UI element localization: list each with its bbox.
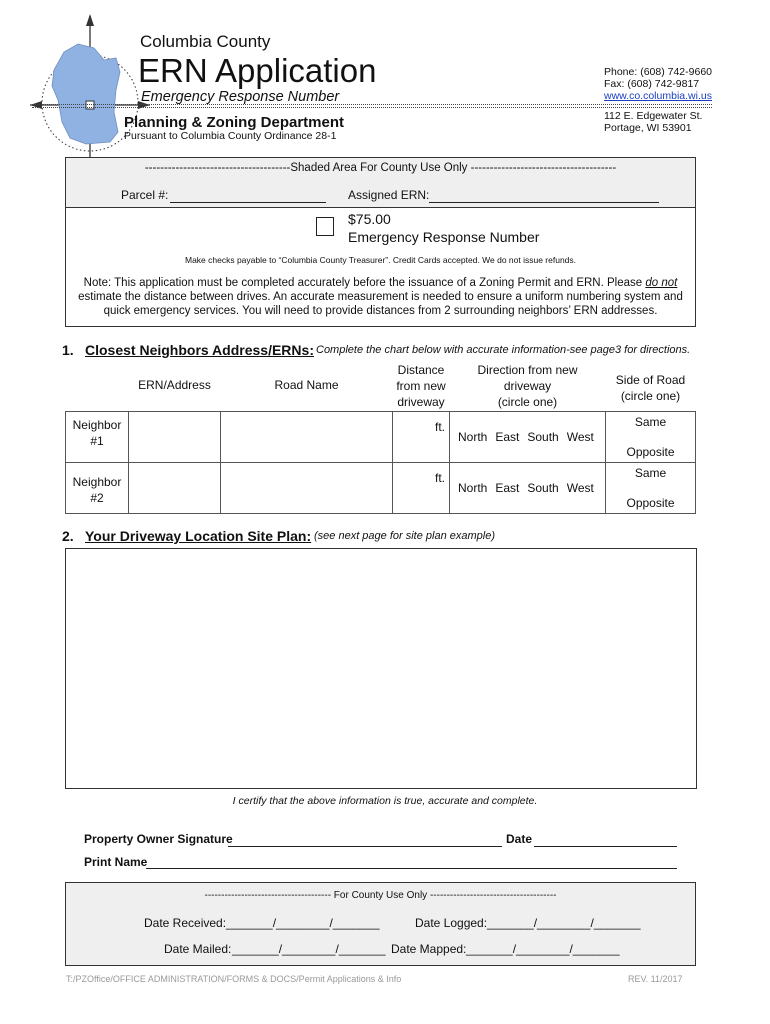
neighbor2-east[interactable]: East [495,480,520,495]
page-subtitle: Emergency Response Number [141,89,340,105]
col-road-name: Road Name [274,377,339,392]
parcel-field[interactable] [170,202,326,203]
date-logged-field[interactable]: _______/________/_______ [487,916,641,930]
neighbor1-opposite[interactable]: Opposite [626,444,675,459]
county-use-box [65,882,696,966]
assigned-ern-field[interactable] [429,202,659,203]
address-line1: 112 E. Edgewater St. [604,110,703,122]
section2-note: (see next page for site plan example) [314,530,495,542]
date-mailed-field[interactable]: _______/________/_______ [232,942,386,956]
neighbor1-direction-cell [450,411,606,462]
header-divider-top [32,104,712,105]
neighbor2-west[interactable]: West [566,480,594,495]
print-name-label: Print Name [84,855,148,869]
county-use-shaded-box [65,157,696,208]
note-line2: estimate the distance between drives. An accurate measurement is needed to ensure a uniform numbering system and [78,291,683,303]
neighbor2-opposite[interactable]: Opposite [626,495,675,510]
website-link[interactable]: www.co.columbia.wi.us [604,90,712,102]
fee-amount: $75.00 [348,211,391,227]
section1-title: Closest Neighbors Address/ERNs: [85,342,314,358]
date-received-label: Date Received: [144,916,227,930]
neighbor2-south[interactable]: South [527,480,559,495]
date-label: Date [506,832,533,846]
neighbor2-north[interactable]: North [458,480,488,495]
neighbor2-label: Neighbor #2 [66,462,129,513]
neighbor1-east[interactable]: East [495,429,520,444]
date-received-field[interactable]: _______/________/_______ [226,916,380,930]
section1-number: 1. [62,342,74,358]
section2-title: Your Driveway Location Site Plan: [85,528,312,544]
table-header-row [66,362,696,411]
shaded-area-heading: --------------------------------------Shaded Area For County Use Only -------------------------------------- [144,162,617,174]
neighbor1-north[interactable]: North [458,429,488,444]
parcel-label: Parcel #: [121,188,169,202]
note-line1: Note: This application must be completed accurately before the issuance of a Zoning Permit and ERN. Please do not [83,277,678,289]
neighbor2-side-cell [606,462,696,513]
department-name: Planning & Zoning Department [124,114,344,131]
phone-number: Phone: (608) 742-9660 [604,66,712,78]
fee-checkbox[interactable] [316,217,334,236]
neighbor1-same[interactable]: Same [634,414,667,429]
ordinance-reference: Pursuant to Columbia County Ordinance 28-1 [124,130,337,142]
signature-label: Property Owner Signature [84,832,233,846]
neighbor2-ern-cell[interactable] [129,462,221,513]
page-title: ERN Application [138,52,377,89]
assigned-ern-label: Assigned ERN: [348,188,430,202]
neighbor1-side-cell [606,411,696,462]
table-row [66,411,696,462]
col-ern-address: ERN/Address [138,377,211,392]
table-corner [66,362,129,411]
print-name-field[interactable] [146,868,677,869]
county-use-heading: -------------------------------------- For County Use Only -------------------------------------- [204,890,557,901]
site-plan-area[interactable] [65,548,697,789]
neighbor2-direction-cell [450,462,606,513]
county-name: Columbia County [140,32,271,51]
neighbors-table [65,362,696,514]
neighbor1-road-cell[interactable] [221,411,393,462]
fax-number: Fax: (608) 742-9817 [604,78,700,90]
col-side-of-road: Side of Road (circle one) [615,373,686,404]
date-mailed-label: Date Mailed: [164,942,232,956]
section2-number: 2. [62,528,74,544]
neighbor2-same[interactable]: Same [634,465,667,480]
date-logged-label: Date Logged: [415,916,488,930]
neighbor1-ern-cell[interactable] [129,411,221,462]
footer-file-path: T:/PZOffice/OFFICE ADMINISTRATION/FORMS & DOCS/Permit Applications & Info [66,974,402,984]
neighbor1-distance-cell[interactable]: ft. [393,411,450,462]
fee-description: Emergency Response Number [348,229,540,245]
payment-note: Make checks payable to “Columbia County Treasurer”. Credit Cards accepted. We do not issue refunds. [184,255,577,265]
signature-date-field[interactable] [534,846,677,847]
neighbor1-west[interactable]: West [566,429,594,444]
header-divider-bottom [32,107,712,108]
col-distance: Distance from new driveway [396,363,446,410]
address-line2: Portage, WI 53901 [604,122,692,134]
certification-statement: I certify that the above information is true, accurate and complete. [232,795,538,807]
note-line3: quick emergency services. You will need to provide distances from 2 surrounding neighbors’ ERN addresses. [103,305,658,317]
neighbor1-south[interactable]: South [527,429,559,444]
col-direction: Direction from new driveway (circle one) [477,363,578,410]
neighbor1-label: Neighbor #1 [66,411,129,462]
neighbor2-road-cell[interactable] [221,462,393,513]
neighbor2-distance-cell[interactable]: ft. [393,462,450,513]
table-row [66,462,696,513]
date-mapped-label: Date Mapped: [391,942,467,956]
date-mapped-field[interactable]: _______/________/_______ [466,942,620,956]
signature-field[interactable] [228,846,502,847]
section1-instruction: Complete the chart below with accurate information-see page3 for directions. [316,344,691,356]
footer-revision: REV. 11/2017 [628,974,683,984]
